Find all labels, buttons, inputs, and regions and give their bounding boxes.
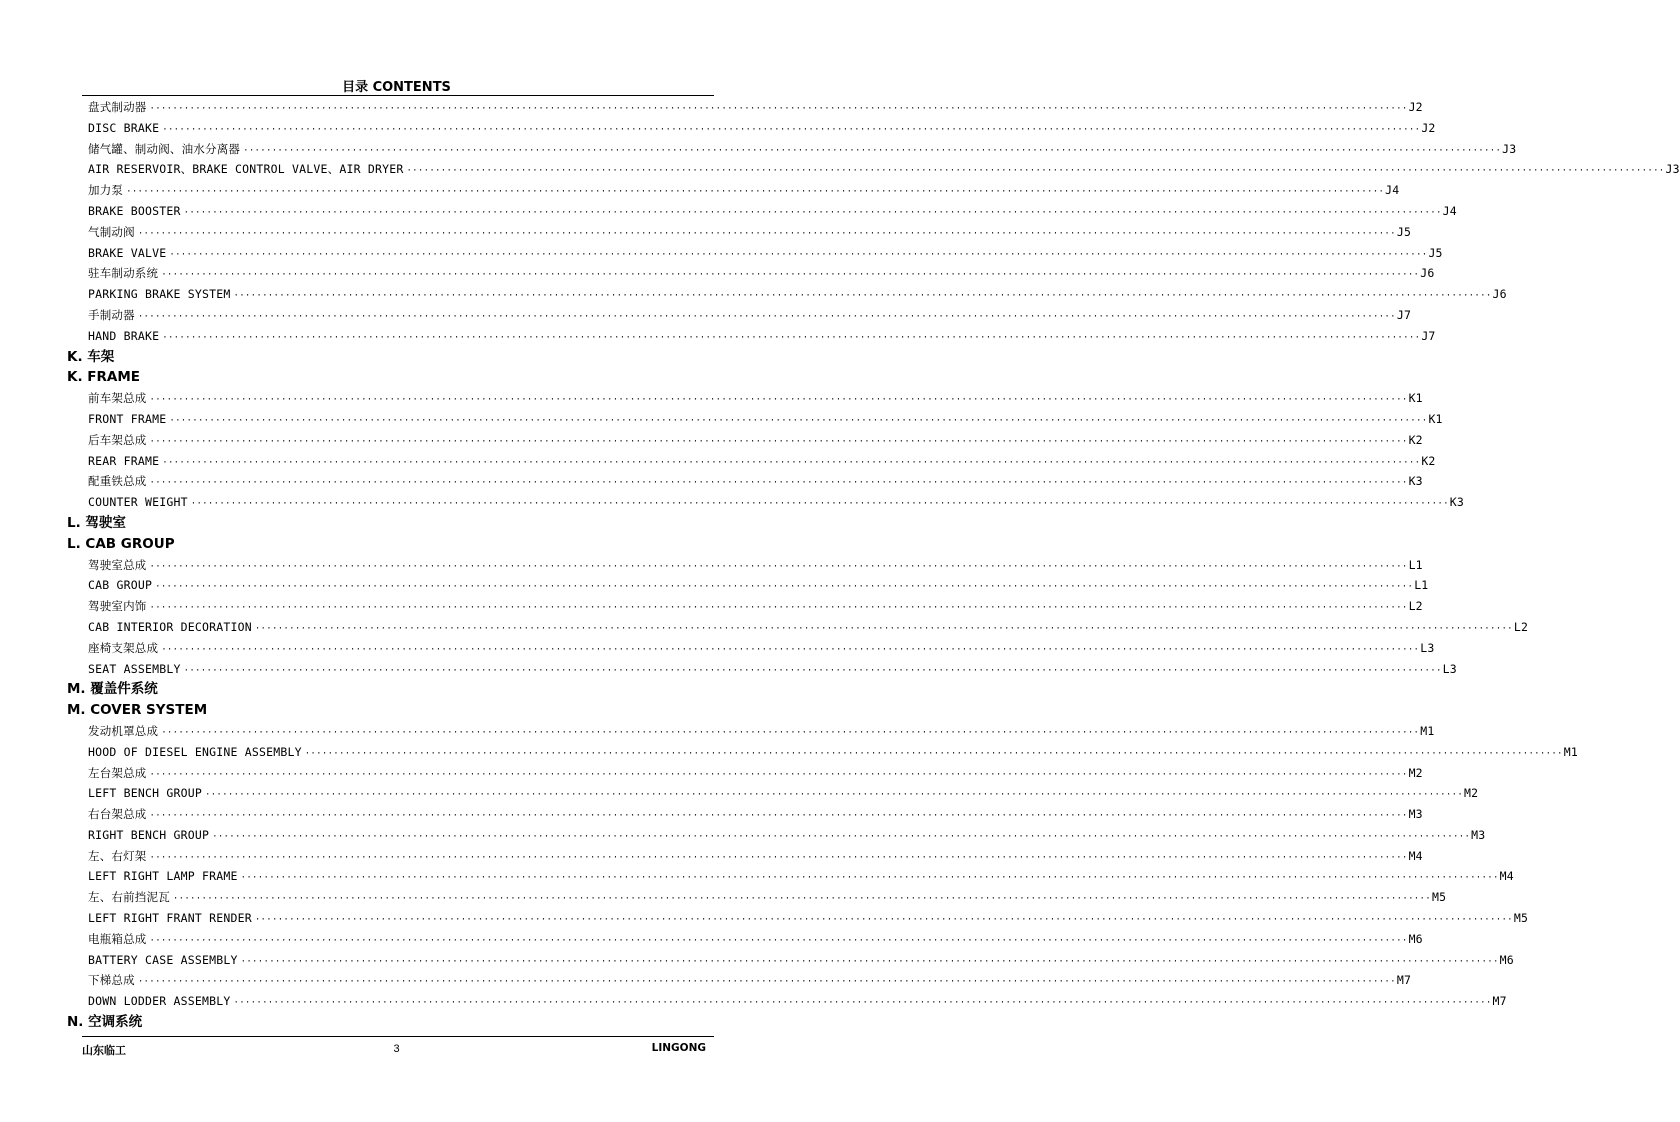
footer-rule <box>82 1036 714 1037</box>
toc-entry-page: L2 <box>1513 619 1529 634</box>
toc-entry <box>88 97 1423 118</box>
toc-entry-page: K1 <box>1408 391 1423 406</box>
toc-entry-label: PARKING BRAKE SYSTEM <box>88 287 231 302</box>
toc-entry-page: J7 <box>1421 328 1436 343</box>
toc-entry-label: LEFT BENCH GROUP <box>88 786 202 801</box>
toc-entry <box>88 451 1436 472</box>
toc-entry <box>88 326 1436 347</box>
toc-leader-dots: ···························································································································································································································· <box>149 395 1408 406</box>
toc-entry <box>88 887 1447 908</box>
toc-entry-label: AIR RESERVOIR、BRAKE CONTROL VALVE、AIR DRYER <box>88 162 404 177</box>
toc-entry-page: M1 <box>1563 744 1579 759</box>
toc-leader-dots: ···························································································································································································································· <box>161 644 1420 655</box>
toc-entry-page: M5 <box>1513 911 1529 926</box>
table-of-contents <box>0 97 1680 1033</box>
toc-entry-page: L1 <box>1414 578 1429 593</box>
toc-entry-label: 电瓶箱总成 <box>88 931 147 946</box>
toc-leader-dots: ···························································································································································································································· <box>137 311 1396 322</box>
toc-entry <box>88 159 1680 180</box>
toc-entry-label: DOWN LODDER ASSEMBLY <box>88 994 231 1009</box>
toc-entry-page: L1 <box>1408 557 1423 572</box>
toc-entry-page: M4 <box>1499 869 1514 884</box>
toc-entry <box>88 243 1443 264</box>
toc-entry-label: LEFT RIGHT LAMP FRAME <box>88 869 238 884</box>
toc-entry-page: M3 <box>1408 807 1423 822</box>
toc-leader-dots: ···························································································································································································································· <box>254 623 1513 634</box>
toc-entry <box>88 596 1423 617</box>
toc-entry-label: BATTERY CASE ASSEMBLY <box>88 952 238 967</box>
toc-entry-label: DISC BRAKE <box>88 120 160 135</box>
toc-entry-page: M2 <box>1408 765 1423 780</box>
toc-entry-label: CAB GROUP <box>88 578 153 593</box>
toc-leader-dots: ···························································································································································································································· <box>190 499 1449 510</box>
toc-entry-page: J5 <box>1428 245 1443 260</box>
toc-entry <box>88 846 1423 867</box>
toc-entry <box>88 783 1479 804</box>
toc-section-heading: L. 驾驶室 <box>67 514 126 531</box>
toc-entry <box>88 866 1514 887</box>
toc-leader-dots: ···························································································································································································································· <box>149 104 1408 114</box>
toc-entry-page: K2 <box>1421 453 1436 468</box>
toc-entry-page: J6 <box>1420 266 1435 281</box>
toc-leader-dots: ···························································································································································································································· <box>149 852 1408 863</box>
toc-leader-dots: ···························································································································································································································· <box>254 915 1513 926</box>
toc-entry-label: 右台架总成 <box>88 807 147 822</box>
toc-entry-page: J6 <box>1492 287 1507 302</box>
toc-entry <box>88 638 1435 659</box>
toc-entry <box>88 409 1443 430</box>
toc-leader-dots: ···························································································································································································································· <box>161 727 1420 738</box>
toc-entry <box>88 575 1429 596</box>
toc-entry-label: 储气罐、制动阀、油水分离器 <box>88 141 241 156</box>
toc-leader-dots: ···························································································································································································································· <box>126 187 1385 198</box>
toc-entry <box>88 263 1435 284</box>
toc-leader-dots: ···························································································································································································································· <box>161 270 1420 281</box>
toc-leader-dots: ···························································································································································································································· <box>243 145 1502 156</box>
toc-entry-page: J3 <box>1502 141 1517 156</box>
toc-leader-dots: ···························································································································································································································· <box>212 831 1471 842</box>
toc-entry <box>88 721 1435 742</box>
toc-entry-page: J7 <box>1396 307 1412 322</box>
toc-entry <box>88 742 1579 763</box>
toc-entry-page: L2 <box>1408 599 1423 614</box>
toc-entry-label: RIGHT BENCH GROUP <box>88 827 210 842</box>
toc-entry-label: 驾驶室总成 <box>88 557 147 572</box>
toc-entry-label: COUNTER WEIGHT <box>88 495 188 510</box>
toc-entry <box>88 908 1529 929</box>
toc-entry-page: K3 <box>1408 474 1423 489</box>
toc-entry-page: M6 <box>1408 931 1423 946</box>
toc-entry <box>88 284 1507 305</box>
toc-leader-dots: ···························································································································································································································· <box>149 935 1408 946</box>
toc-entry-label: 配重铁总成 <box>88 474 147 489</box>
toc-entry <box>88 201 1457 222</box>
toc-entry-label: 左、右前挡泥瓦 <box>88 890 170 905</box>
toc-entry <box>88 430 1423 451</box>
toc-section-heading: K. FRAME <box>67 369 141 386</box>
toc-entry-label: 盘式制动器 <box>88 100 147 114</box>
toc-leader-dots: ···························································································································································································································· <box>149 436 1408 447</box>
toc-entry-label: 后车架总成 <box>88 432 147 447</box>
toc-leader-dots: ···························································································································································································································· <box>183 665 1442 676</box>
toc-entry-page: J4 <box>1442 203 1457 218</box>
toc-entry <box>88 825 1486 846</box>
toc-entry <box>88 950 1514 971</box>
toc-entry-label: FRONT FRAME <box>88 411 167 426</box>
toc-leader-dots: ···························································································································································································································· <box>233 998 1492 1009</box>
page-number: 3 <box>393 1043 400 1055</box>
toc-leader-dots: ···························································································································································································································· <box>169 415 1428 426</box>
toc-entry <box>88 471 1423 492</box>
toc-leader-dots: ···························································································································································································································· <box>149 561 1408 572</box>
toc-section-heading: K. 车架 <box>67 348 115 365</box>
toc-entry-page: K2 <box>1408 432 1423 447</box>
toc-leader-dots: ···························································································································································································································· <box>240 956 1499 967</box>
toc-entry-page: M7 <box>1396 973 1412 988</box>
toc-entry-page: L3 <box>1420 640 1435 655</box>
toc-entry <box>88 659 1457 680</box>
toc-entry-label: 驾驶室内饰 <box>88 599 147 614</box>
toc-entry <box>88 929 1423 950</box>
toc-entry-label: CAB INTERIOR DECORATION <box>88 619 252 634</box>
toc-entry <box>88 222 1412 243</box>
toc-entry-label: REAR FRAME <box>88 453 160 468</box>
toc-entry-page: J2 <box>1421 120 1436 135</box>
toc-leader-dots: ···························································································································································································································· <box>162 332 1421 343</box>
toc-entry-label: 座椅支架总成 <box>88 640 159 655</box>
toc-leader-dots: ···························································································································································································································· <box>240 873 1499 884</box>
footer-company-cn: 山东临工 <box>82 1044 126 1057</box>
page-title: 目录 CONTENTS <box>342 80 451 95</box>
toc-entry <box>88 180 1400 201</box>
toc-leader-dots: ···························································································································································································································· <box>162 124 1421 135</box>
toc-entry-page: M1 <box>1420 723 1435 738</box>
toc-leader-dots: ···························································································································································································································· <box>149 811 1408 822</box>
toc-section-heading: L. CAB GROUP <box>67 535 175 552</box>
toc-section-heading: M. 覆盖件系统 <box>67 681 158 698</box>
toc-entry-page: M2 <box>1464 786 1479 801</box>
toc-entry-label: BRAKE BOOSTER <box>88 203 181 218</box>
toc-leader-dots: ···························································································································································································································· <box>172 894 1431 905</box>
toc-entry <box>88 492 1465 513</box>
toc-entry-label: 气制动阀 <box>88 224 135 239</box>
toc-entry-label: 手制动器 <box>88 307 135 322</box>
toc-entry <box>88 305 1412 326</box>
toc-entry-label: BRAKE VALVE <box>88 245 167 260</box>
footer-company-en: LINGONG <box>651 1042 706 1054</box>
toc-entry-label: 左、右灯架 <box>88 848 147 863</box>
toc-leader-dots: ···························································································································································································································· <box>149 603 1408 614</box>
toc-entry-page: K1 <box>1428 411 1443 426</box>
toc-entry-page: M7 <box>1492 994 1507 1009</box>
toc-leader-dots: ···························································································································································································································· <box>304 748 1563 759</box>
toc-leader-dots: ···························································································································································································································· <box>137 228 1396 239</box>
toc-entry-label: HOOD OF DIESEL ENGINE ASSEMBLY <box>88 744 302 759</box>
toc-entry <box>88 555 1423 576</box>
toc-section-heading: M. COVER SYSTEM <box>67 702 208 719</box>
toc-leader-dots: ···························································································································································································································· <box>149 478 1408 489</box>
header-rule <box>82 95 714 96</box>
toc-entry-page: L3 <box>1442 661 1457 676</box>
toc-entry <box>88 763 1423 784</box>
toc-leader-dots: ···························································································································································································································· <box>233 291 1492 302</box>
toc-entry <box>88 388 1423 409</box>
toc-leader-dots: ···························································································································································································································· <box>162 457 1421 468</box>
toc-entry-page: K3 <box>1449 495 1465 510</box>
toc-entry-page: M5 <box>1431 890 1447 905</box>
toc-entry-page: M4 <box>1408 848 1423 863</box>
toc-entry <box>88 617 1529 638</box>
toc-entry-label: 前车架总成 <box>88 391 147 406</box>
toc-entry-label: 发动机罩总成 <box>88 723 159 738</box>
toc-entry-page: J2 <box>1408 100 1423 114</box>
toc-entry <box>88 139 1517 160</box>
toc-entry-page: J4 <box>1385 183 1400 198</box>
toc-entry-label: SEAT ASSEMBLY <box>88 661 181 676</box>
toc-entry-label: HAND BRAKE <box>88 328 160 343</box>
toc-leader-dots: ···························································································································································································································· <box>137 977 1396 988</box>
toc-entry-label: 驻车制动系统 <box>88 266 159 281</box>
toc-entry-page: M6 <box>1499 952 1514 967</box>
toc-entry-label: 下梯总成 <box>88 973 135 988</box>
toc-entry-page: J5 <box>1396 224 1412 239</box>
toc-leader-dots: ···························································································································································································································· <box>155 582 1414 593</box>
toc-entry-page: J3 <box>1665 162 1680 177</box>
toc-entry-page: M3 <box>1471 827 1486 842</box>
toc-entry <box>88 970 1412 991</box>
toc-leader-dots: ···························································································································································································································· <box>169 249 1428 260</box>
toc-entry-label: LEFT RIGHT FRANT RENDER <box>88 911 252 926</box>
toc-entry <box>88 804 1423 825</box>
toc-entry-label: 左台架总成 <box>88 765 147 780</box>
toc-leader-dots: ···························································································································································································································· <box>149 769 1408 780</box>
toc-leader-dots: ···························································································································································································································· <box>406 166 1665 177</box>
toc-entry <box>88 118 1436 139</box>
toc-entry-label: 加力泵 <box>88 183 124 198</box>
toc-leader-dots: ···························································································································································································································· <box>204 790 1464 801</box>
toc-leader-dots: ···························································································································································································································· <box>183 207 1442 218</box>
toc-section-heading: N. 空调系统 <box>67 1014 143 1031</box>
toc-entry <box>88 991 1507 1012</box>
